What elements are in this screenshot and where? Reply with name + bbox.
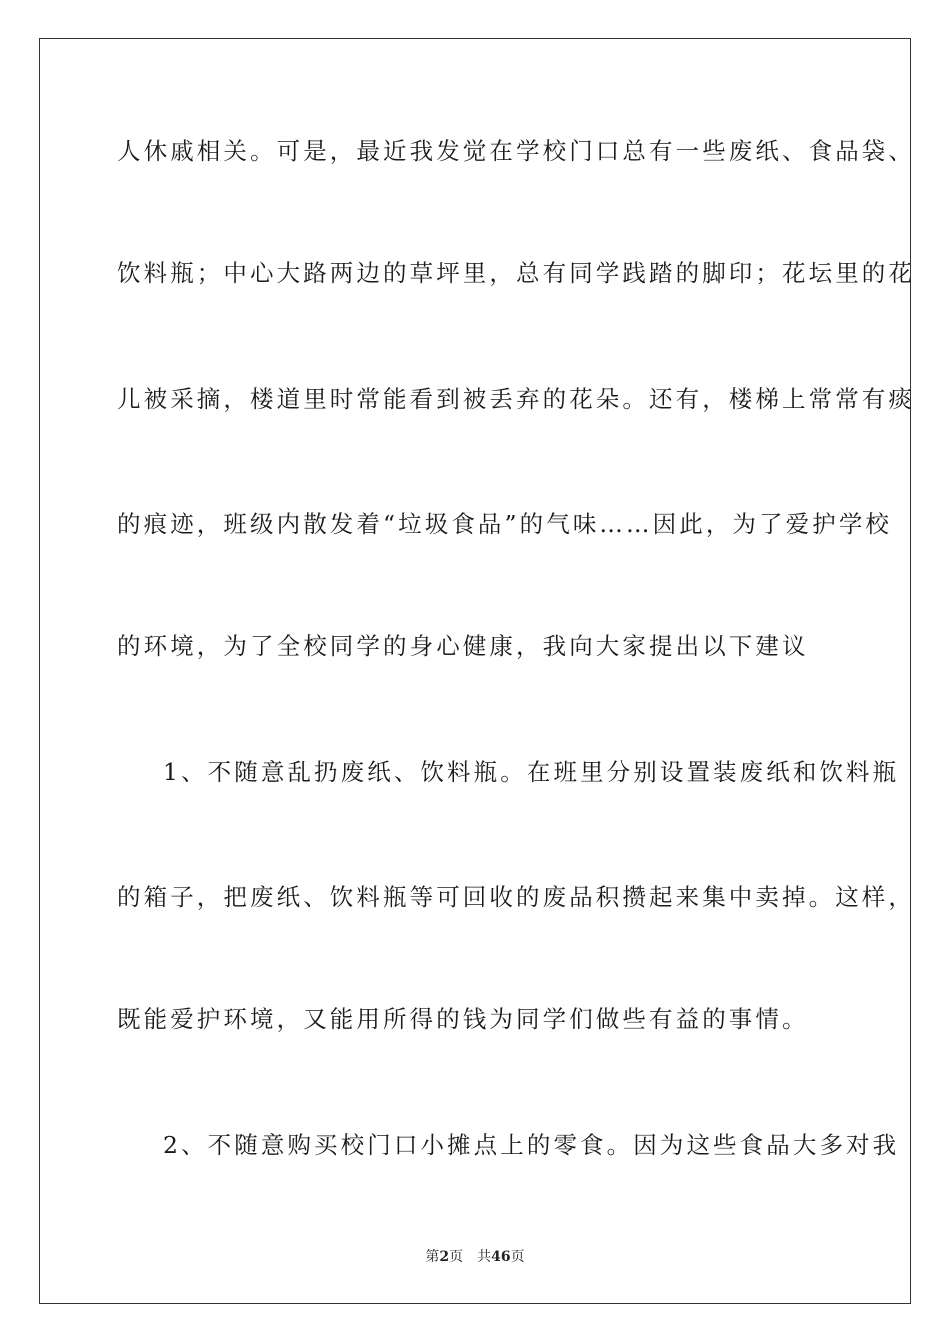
paragraph-line: 人休戚相关。可是，最近我发觉在学校门口总有一些废纸、食品袋、	[117, 137, 915, 165]
page-prefix: 第	[425, 1249, 440, 1265]
paragraph-line: 儿被采摘，楼道里时常能看到被丢弃的花朵。还有，楼梯上常常有痰	[117, 385, 915, 413]
page-number: 2	[439, 1249, 450, 1265]
page-suffix: 页	[449, 1249, 464, 1265]
list-item-1-line: 1、不随意乱扔废纸、饮料瓶。在班里分别设置装废纸和饮料瓶	[163, 758, 900, 786]
total-pages: 46	[491, 1249, 511, 1265]
page-border	[39, 38, 915, 1304]
paragraph-line: 饮料瓶；中心大路两边的草坪里，总有同学践踏的脚印；花坛里的花	[117, 259, 915, 287]
page-footer	[0, 1248, 950, 1266]
total-prefix: 共	[477, 1249, 492, 1265]
list-item-1-line: 既能爱护环境，又能用所得的钱为同学们做些有益的事情。	[117, 1005, 809, 1033]
list-item-1-line: 的箱子，把废纸、饮料瓶等可回收的废品积攒起来集中卖掉。这样，	[117, 883, 915, 911]
total-suffix: 页	[510, 1249, 525, 1265]
paragraph-line: 的环境，为了全校同学的身心健康，我向大家提出以下建议	[117, 632, 809, 660]
paragraph-line: 的痕迹，班级内散发着“垃圾食品”的气味……因此，为了爱护学校	[117, 510, 893, 538]
list-item-2-line: 2、不随意购买校门口小摊点上的零食。因为这些食品大多对我	[163, 1131, 900, 1159]
